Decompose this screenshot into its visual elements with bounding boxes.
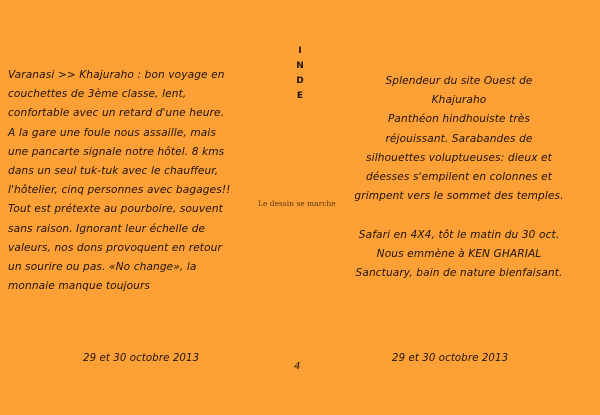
right-page-text: Splendeur du site Ouest de Khajuraho Panthéon hindhouiste très réjouissant. Sarabandes de silhouettes voluptueuses: dieux et déesses s'empilent en colonnes et grimpent vers le sommet des temples. Safari en 4X4, tôt le matin du 30 oct. Nous emmène à KEN GHARIAL Sanctuary, bain de nature bienfaisant.	[354, 75, 564, 280]
vertical-title-letter: D	[296, 76, 304, 86]
page-number: 4	[294, 361, 301, 372]
vertical-title-letter: E	[296, 91, 304, 101]
center-note: Le dessin se marche	[258, 199, 336, 208]
vertical-title-letter: I	[298, 46, 302, 56]
vertical-title	[293, 44, 307, 104]
right-page-date: 29 et 30 octobre 2013	[392, 353, 509, 364]
vertical-title-letter: N	[296, 61, 304, 71]
left-page-text: Varanasi >> Khajuraho : bon voyage en couchettes de 3ème classe, lent, confortable avec un retard d'une heure. A la gare une foule nous assaille, mais une pancarte signale notre hôtel. 8 kms dans un seul tuk-tuk avec le chauffeur, l'hôtelier, cinq personnes avec bagages!! Tout est prétexte au pourboire, souvent sans raison. Ignorant leur échelle de valeurs, nos dons provoquent en retour un sourire ou pas. «No change», la monnaie manque toujours	[8, 69, 231, 293]
left-page-date: 29 et 30 octobre 2013	[83, 353, 200, 364]
